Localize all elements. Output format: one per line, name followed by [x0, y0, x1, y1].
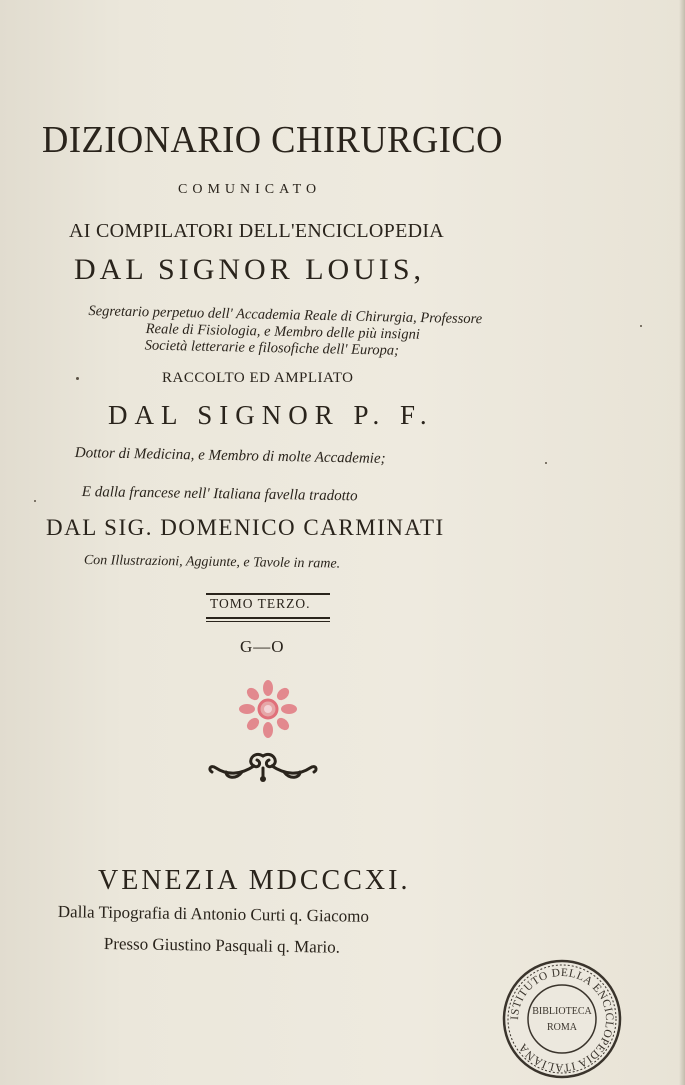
- translator-name: DAL SIG. DOMENICO CARMINATI: [46, 515, 445, 540]
- svg-text:BIBLIOTECA: BIBLIOTECA: [532, 1006, 592, 1017]
- author-pf: DAL SIGNOR P. F.: [108, 400, 434, 430]
- red-rosette-stamp-icon: [238, 680, 298, 738]
- collected-and-expanded-line: RACCOLTO ED AMPLIATO: [162, 370, 354, 386]
- book-title: DIZIONARIO CHIRURGICO: [42, 119, 503, 161]
- translation-line: E dalla francese nell' Italiana favella tradotto: [81, 484, 358, 505]
- paper-speck: [76, 377, 79, 380]
- imprint-printer-line-2: Presso Giustino Pasquali q. Mario.: [103, 934, 341, 957]
- letter-range: G—O: [240, 637, 285, 656]
- imprint-printer-line-1: Dalla Tipografia di Antonio Curti q. Giacomo: [57, 902, 370, 926]
- volume-rule-bottom-thin: [206, 621, 330, 622]
- paper-speck: [34, 500, 36, 502]
- illustrations-line: Con Illustrazioni, Aggiunte, e Tavole in rame.: [83, 553, 341, 572]
- printer-ornament-icon: [202, 748, 324, 784]
- volume-rule-top: [206, 593, 330, 595]
- library-stamp-icon: [500, 958, 624, 1080]
- imprint-city-year: VENEZIA MDCCCXI.: [98, 865, 411, 896]
- author-louis-description-2: Reale di Fisiologia, e Membro delle più insigni: [145, 321, 420, 343]
- author-louis: DAL SIGNOR LOUIS,: [74, 253, 426, 286]
- author-louis-description-1: Segretario perpetuo dell' Accademia Reale di Chirurgia, Professore: [88, 303, 483, 328]
- subtitle-communicated: COMUNICATO: [178, 182, 322, 197]
- author-pf-description: Dottor di Medicina, e Membro di molte Accademie;: [74, 445, 386, 467]
- volume-rule-bottom: [206, 617, 330, 619]
- paper-speck: [640, 325, 642, 327]
- volume-label: TOMO TERZO.: [210, 596, 311, 611]
- author-louis-description-3: Società letterarie e filosofiche dell' Europa;: [144, 337, 400, 359]
- svg-text:ROMA: ROMA: [546, 1022, 578, 1033]
- subtitle-encyclopedia: AI COMPILATORI DELL'ENCICLOPEDIA: [69, 220, 445, 242]
- page-edge-shadow: [679, 0, 685, 1085]
- svg-text:ISTITUTO DELLA ENCICLOPEDIA IT: ISTITUTO DELLA ENCICLOPEDIA ITALIANA: [508, 966, 616, 1074]
- paper-speck: [545, 462, 547, 464]
